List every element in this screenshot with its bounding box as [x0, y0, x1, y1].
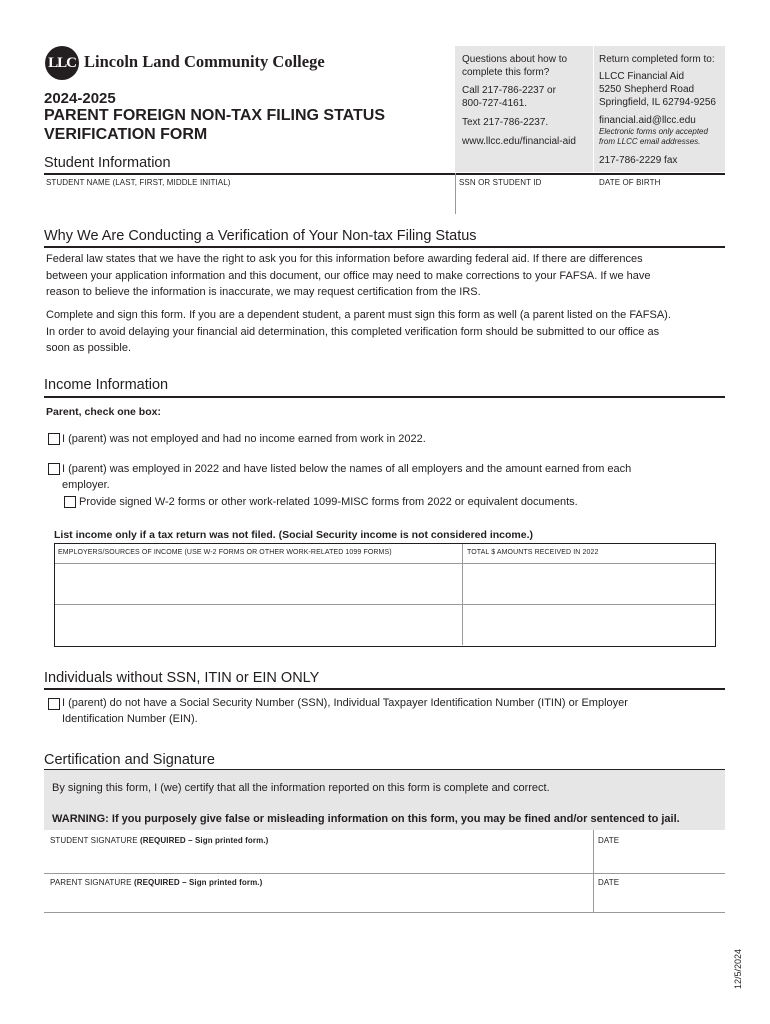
employer-field-row-2[interactable]	[56, 606, 460, 644]
income-heading: Income Information	[44, 377, 169, 393]
college-logo: LLC	[45, 46, 79, 80]
certification-heading: Certification and Signature	[44, 752, 215, 768]
questions-block: Questions about how to complete this form? Call 217-786-2237 or 800-727-4161. Text 217-786-2237. www.llcc.edu/financial-aid	[462, 53, 590, 148]
parent-date-field[interactable]	[596, 890, 724, 912]
parent-signature-field[interactable]	[46, 890, 590, 912]
ssn-field[interactable]: SSN OR STUDENT ID	[459, 178, 542, 187]
checkbox-no-ssn[interactable]	[48, 698, 60, 710]
form-title: PARENT FOREIGN NON-TAX FILING STATUS VERIFICATION FORM	[44, 107, 386, 143]
certification-warning: WARNING: If you purposely give false or misleading information on this form, you may be fined and/or sentenced to jail.	[52, 813, 680, 825]
student-signature-field[interactable]	[46, 848, 590, 872]
option-no-ssn: I (parent) do not have a Social Security Number (SSN), Individual Taxpayer Identification Number (ITIN) or Employer Identification Number (EIN).	[62, 697, 628, 725]
why-heading: Why We Are Conducting a Verification of Your Non-tax Filing Status	[44, 228, 477, 244]
column-employers: EMPLOYERS/SOURCES OF INCOME (USE W-2 FORMS OR OTHER WORK-RELATED 1099 FORMS)	[58, 549, 392, 556]
parent-signature-label: PARENT SIGNATURE (REQUIRED – Sign printed form.)	[50, 878, 263, 887]
income-table-note: List income only if a tax return was not filed. (Social Security income is not considered income.)	[54, 529, 534, 541]
website-link[interactable]: www.llcc.edu/financial-aid	[462, 136, 576, 147]
employer-field-row-1[interactable]	[56, 565, 460, 603]
why-paragraph-2: Complete and sign this form. If you are a dependent student, a parent must sign this form as well (a parent listed on the FAFSA). In order to avoid delaying your financial aid determination, this completed verification form should be submitted to our office as soon as possible.	[46, 309, 671, 354]
student-date-field[interactable]	[596, 848, 724, 872]
checkbox-not-employed[interactable]	[48, 433, 60, 445]
column-total-amounts: TOTAL $ AMOUNTS RECEIVED IN 2022	[467, 549, 599, 556]
student-info-heading: Student Information	[44, 155, 171, 171]
amount-field-row-1[interactable]	[464, 565, 714, 603]
income-instruction: Parent, check one box:	[46, 406, 161, 418]
student-signature-label: STUDENT SIGNATURE (REQUIRED – Sign printed form.)	[50, 836, 269, 845]
option-provide-w2: Provide signed W-2 forms or other work-related 1099-MISC forms from 2022 or equivalent documents.	[79, 496, 578, 508]
option-not-employed: I (parent) was not employed and had no income earned from work in 2022.	[62, 433, 426, 445]
why-paragraph-1: Federal law states that we have the right to ask you for this information before awarding federal aid. If there are differences between your application information and this document, our office may need to make corrections to your FAFSA. If we have reason to believe the information is inaccurate, we may request certification from the IRS.	[46, 253, 651, 298]
form-year: 2024-2025	[44, 90, 116, 107]
certification-statement: By signing this form, I (we) certify that all the information reported on this form is complete and correct.	[52, 782, 550, 794]
checkbox-employed[interactable]	[48, 463, 60, 475]
student-name-field[interactable]: STUDENT NAME (LAST, FIRST, MIDDLE INITIAL)	[46, 178, 231, 187]
return-address-block: Return completed form to: LLCC Financial Aid 5250 Shepherd Road Springfield, IL 62794-9256 financial.aid@llcc.edu Electronic forms only accepted from LLCC email addresses. 217-786-2229 fax	[599, 53, 724, 167]
college-name: Lincoln Land Community College	[84, 52, 325, 71]
student-date-label: DATE	[598, 836, 620, 845]
email-link[interactable]: financial.aid@llcc.edu	[599, 115, 696, 126]
amount-field-row-2[interactable]	[464, 606, 714, 644]
checkbox-provide-w2[interactable]	[64, 496, 76, 508]
parent-date-label: DATE	[598, 878, 620, 887]
revision-date: 12/5/2024	[733, 948, 743, 990]
option-employed: I (parent) was employed in 2022 and have listed below the names of all employers and the amount earned from each employer.	[62, 463, 632, 491]
dob-field[interactable]: DATE OF BIRTH	[599, 178, 661, 187]
no-ssn-heading: Individuals without SSN, ITIN or EIN ONLY	[44, 670, 320, 686]
